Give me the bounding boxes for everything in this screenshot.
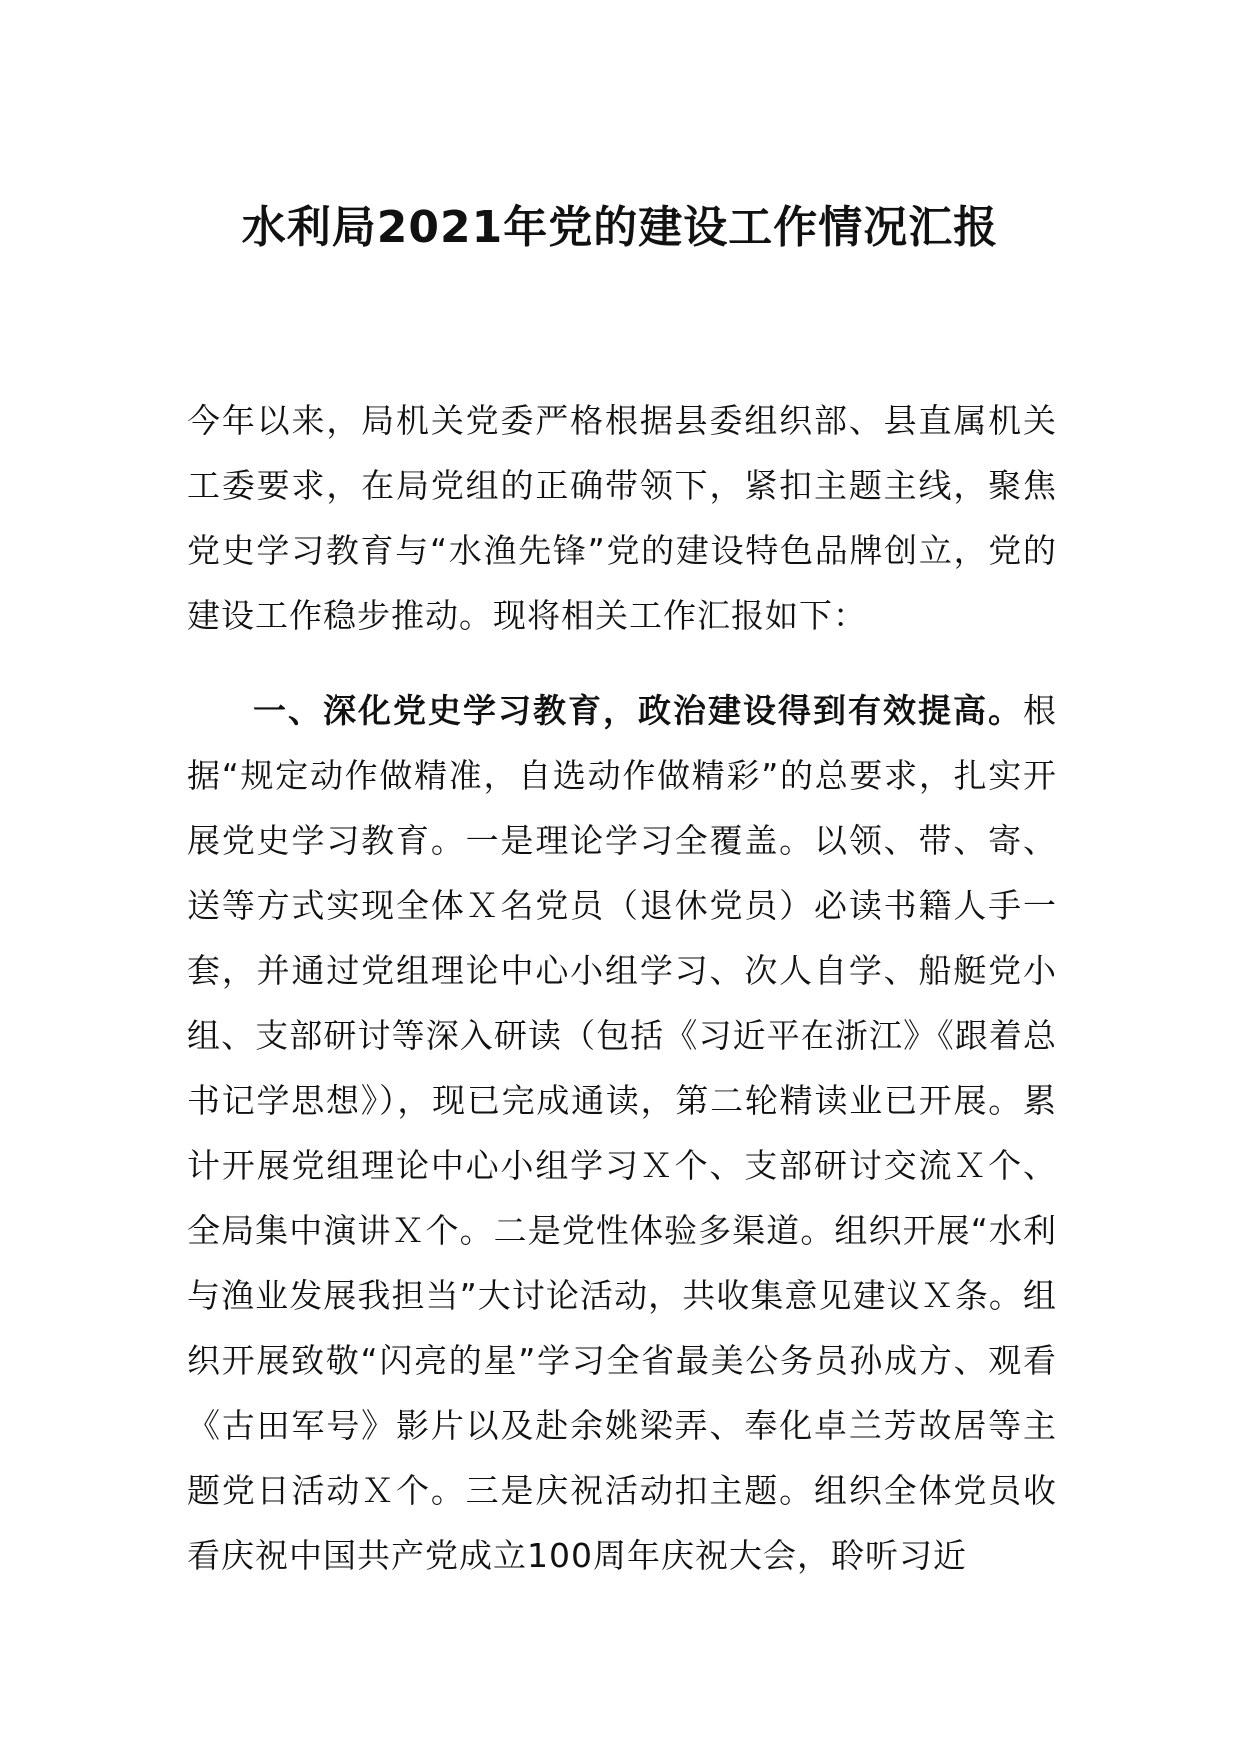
intro-paragraph-text: 今年以来，局机关党委严格根据县委组织部、县直属机关工委要求，在局党组的正确带领下，紧扣主题主线，聚焦党史学习教育与“水渔先锋”党的建设特色品牌创立，党的建设工作稳步推动。现将相关工作汇报如下：: [187, 401, 1057, 635]
section-one-text: 根据“规定动作做精准，自选动作做精彩”的总要求，扎实开展党史学习教育。一是理论学习全覆盖。以领、带、寄、送等方式实现全体Ｘ名党员（退休党员）必读书籍人手一套，并通过党组理论中心小组学习、次人自学、船艇党小组、支部研讨等深入研读（包括《习近平在浙江》《跟着总书记学思想》），现已完成通读，第二轮精读业已开展。累计开展党组理论中心小组学习Ｘ个、支部研讨交流Ｘ个、全局集中演讲Ｘ个。二是党性体验多渠道。组织开展“水利与渔业发展我担当”大讨论活动，共收集意见建议Ｘ条。组织开展致敬“闪亮的星”学习全省最美公务员孙成方、观看《古田军号》影片以及赴余姚梁弄、奉化卓兰芳故居等主题党日活动Ｘ个。三是庆祝活动扣主题。组织全体党员收看庆祝中国共产党成立100周年庆祝大会，聆听习近: [187, 691, 1057, 1575]
intro-paragraph: [187, 388, 1057, 648]
section-one-paragraph: [187, 678, 1057, 1588]
section-one-heading: 一、深化党史学习教育，政治建设得到有效提高。: [253, 691, 1023, 730]
document-title: 水利局2021年党的建设工作情况汇报: [241, 202, 999, 253]
